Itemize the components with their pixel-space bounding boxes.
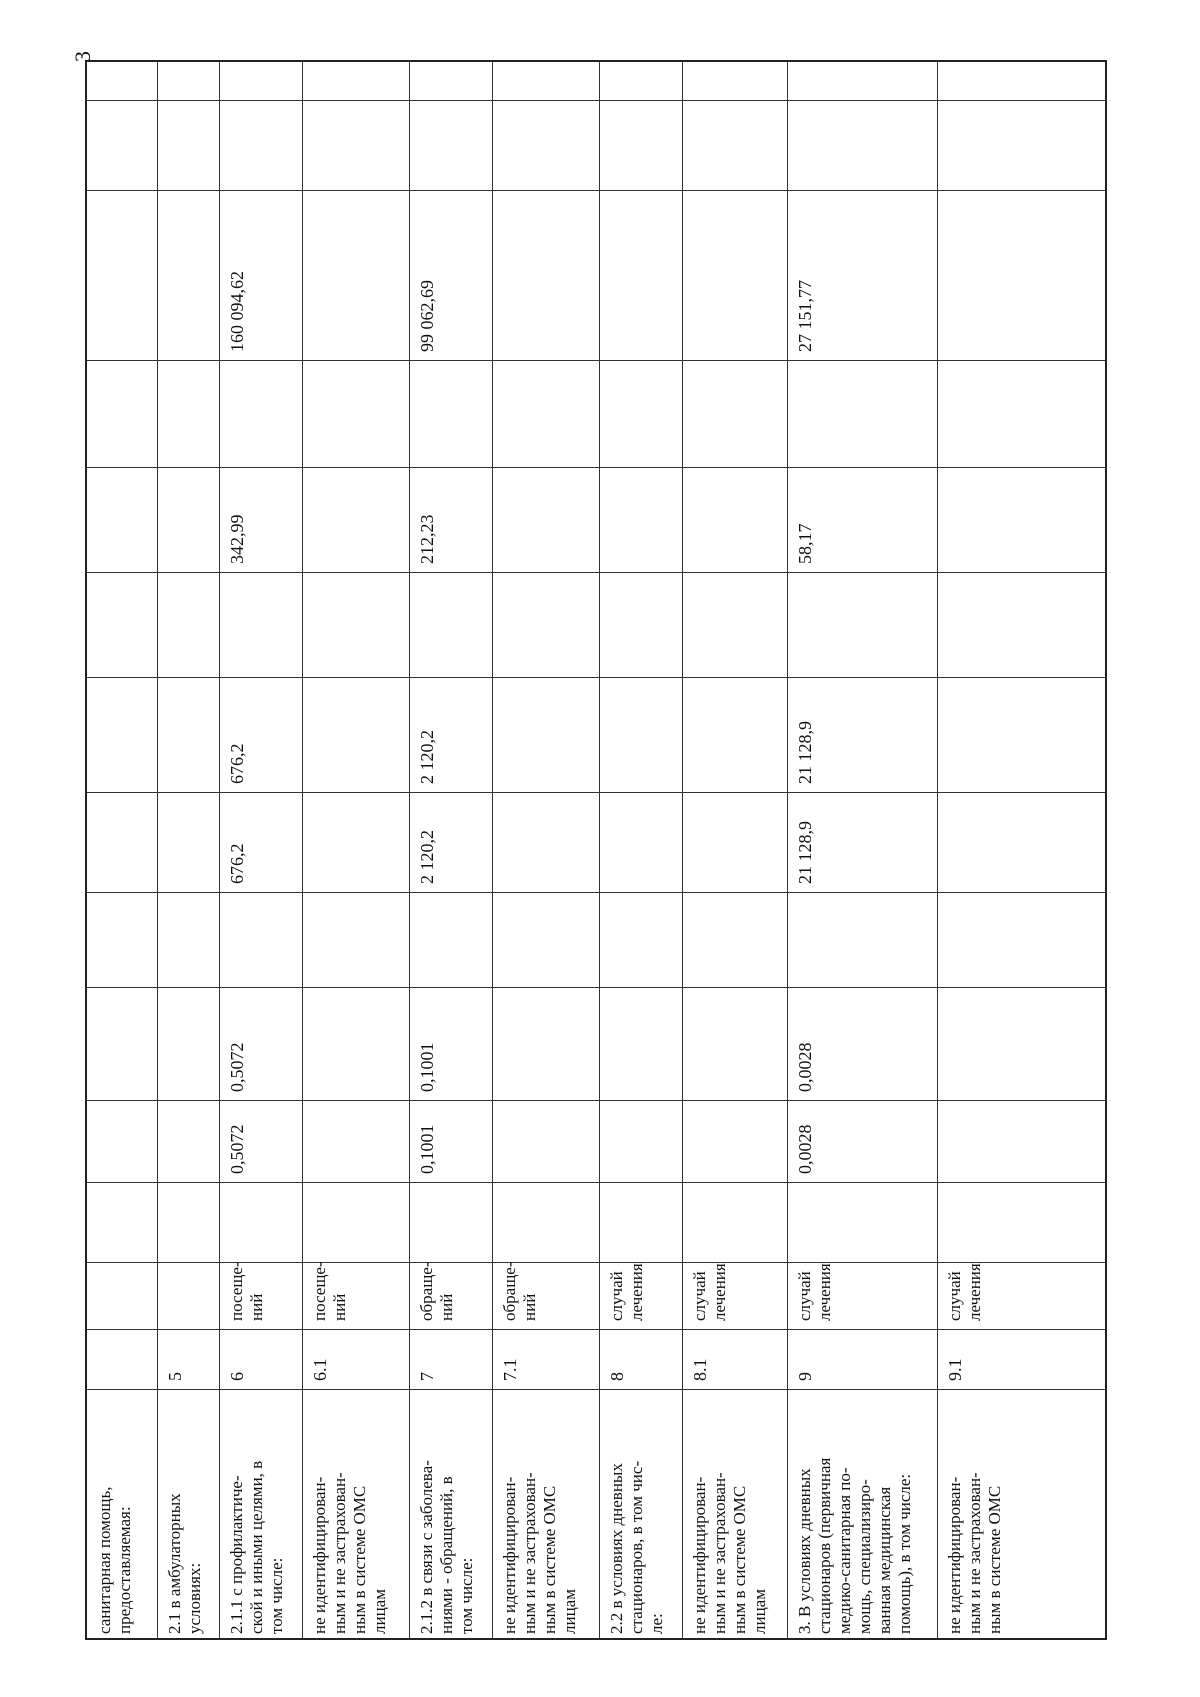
column-divider — [87, 987, 1105, 988]
page-number: 3 — [70, 51, 95, 62]
table-cell-v1: 0,1001 — [417, 1124, 437, 1174]
row-divider — [302, 62, 303, 1638]
row-divider — [492, 62, 493, 1638]
row-divider — [937, 62, 938, 1638]
table-cell-line: 7 — [417, 1372, 437, 1381]
table-cell-v3: 676,2 — [227, 843, 247, 884]
column-divider — [87, 1100, 1105, 1101]
table-cell-line: 6.1 — [310, 1358, 330, 1381]
table-cell-v7: 160 094,62 — [227, 271, 247, 352]
table-cell-label: 3. В условиях дневных стационаров (первичная медико-санитарная по- мощь, специализиро- ванная медицинская помощь), в том числе: — [795, 1457, 914, 1634]
row-divider — [682, 62, 683, 1638]
column-divider — [87, 792, 1105, 793]
table-cell-unit: посеще- ний — [227, 1261, 266, 1321]
table-cell-line: 7.1 — [500, 1358, 520, 1381]
table-cell-v2: 0,5072 — [227, 1042, 247, 1092]
table-cell-unit: обраще- ний — [500, 1261, 539, 1321]
table-cell-v2: 0,0028 — [795, 1042, 815, 1092]
column-divider — [87, 1389, 1105, 1390]
table-cell-line: 8 — [607, 1372, 627, 1381]
row-divider — [219, 62, 220, 1638]
row-divider — [599, 62, 600, 1638]
table-cell-label: 2.1 в амбулаторных условиях: — [165, 1493, 204, 1634]
table-cell-v4: 676,2 — [227, 743, 247, 784]
table-cell-label: не идентифицирован- ным и не застрахован- ным в системе ОМС — [945, 1472, 1004, 1634]
table-cell-v4: 21 128,9 — [795, 721, 815, 784]
table-cell-label: не идентифицирован- ным и не застрахован- ным в системе ОМС лицам — [310, 1472, 389, 1634]
table-cell-v7: 27 151,77 — [795, 280, 815, 352]
table-cell-unit: случай лечения — [945, 1263, 984, 1321]
table-cell-v2: 0,1001 — [417, 1042, 437, 1092]
row-divider — [409, 62, 410, 1638]
table-cell-line: 9 — [795, 1372, 815, 1381]
column-divider — [87, 467, 1105, 468]
table-cell-label: санитарная помощь, предоставляемая: — [95, 1486, 134, 1634]
table-cell-line: 8.1 — [690, 1358, 710, 1381]
table-cell-unit: случай лечения — [607, 1263, 646, 1321]
table-cell-v3: 2 120,2 — [417, 830, 437, 884]
table-cell-label: не идентифицирован- ным и не застрахован- ным в системе ОМС лицам — [500, 1472, 579, 1634]
table-cell-v5: 212,23 — [417, 514, 437, 564]
row-divider — [787, 62, 788, 1638]
table-cell-unit: обраще- ний — [417, 1261, 456, 1321]
table-cell-line: 6 — [227, 1372, 247, 1381]
table-cell-v1: 0,0028 — [795, 1124, 815, 1174]
column-divider — [87, 1329, 1105, 1330]
table-cell-label: 2.2 в условиях дневных стационаров, в том чис- ле: — [607, 1460, 666, 1634]
table-cell-v4: 2 120,2 — [417, 730, 437, 784]
column-divider — [87, 572, 1105, 573]
table-cell-line: 5 — [165, 1372, 185, 1381]
table-cell-unit: случай лечения — [690, 1263, 729, 1321]
table-cell-v1: 0,5072 — [227, 1124, 247, 1174]
column-divider — [87, 100, 1105, 101]
table-cell-v5: 58,17 — [795, 523, 815, 564]
table-cell-label: не идентифицирован- ным и не застрахован- ным в системе ОМС лицам — [690, 1472, 769, 1634]
column-divider — [87, 1182, 1105, 1183]
table-cell-label: 2.1.1 с профилактиче- ской и иными целями, в том числе: — [227, 1460, 286, 1634]
table-cell-line: 9.1 — [945, 1358, 965, 1381]
financing-table — [85, 60, 1107, 1640]
table-grid — [85, 60, 1107, 1640]
table-cell-label: 2.1.2 в связи с заболева- ниями - обращений, в том числе: — [417, 1460, 476, 1634]
column-divider — [87, 360, 1105, 361]
table-cell-unit: случай лечения — [795, 1263, 834, 1321]
column-divider — [87, 190, 1105, 191]
column-divider — [87, 677, 1105, 678]
table-cell-unit: посеще- ний — [310, 1261, 349, 1321]
table-cell-v7: 99 062,69 — [417, 280, 437, 352]
table-cell-v3: 21 128,9 — [795, 821, 815, 884]
table-cell-v5: 342,99 — [227, 514, 247, 564]
column-divider — [87, 892, 1105, 893]
row-divider — [157, 62, 158, 1638]
